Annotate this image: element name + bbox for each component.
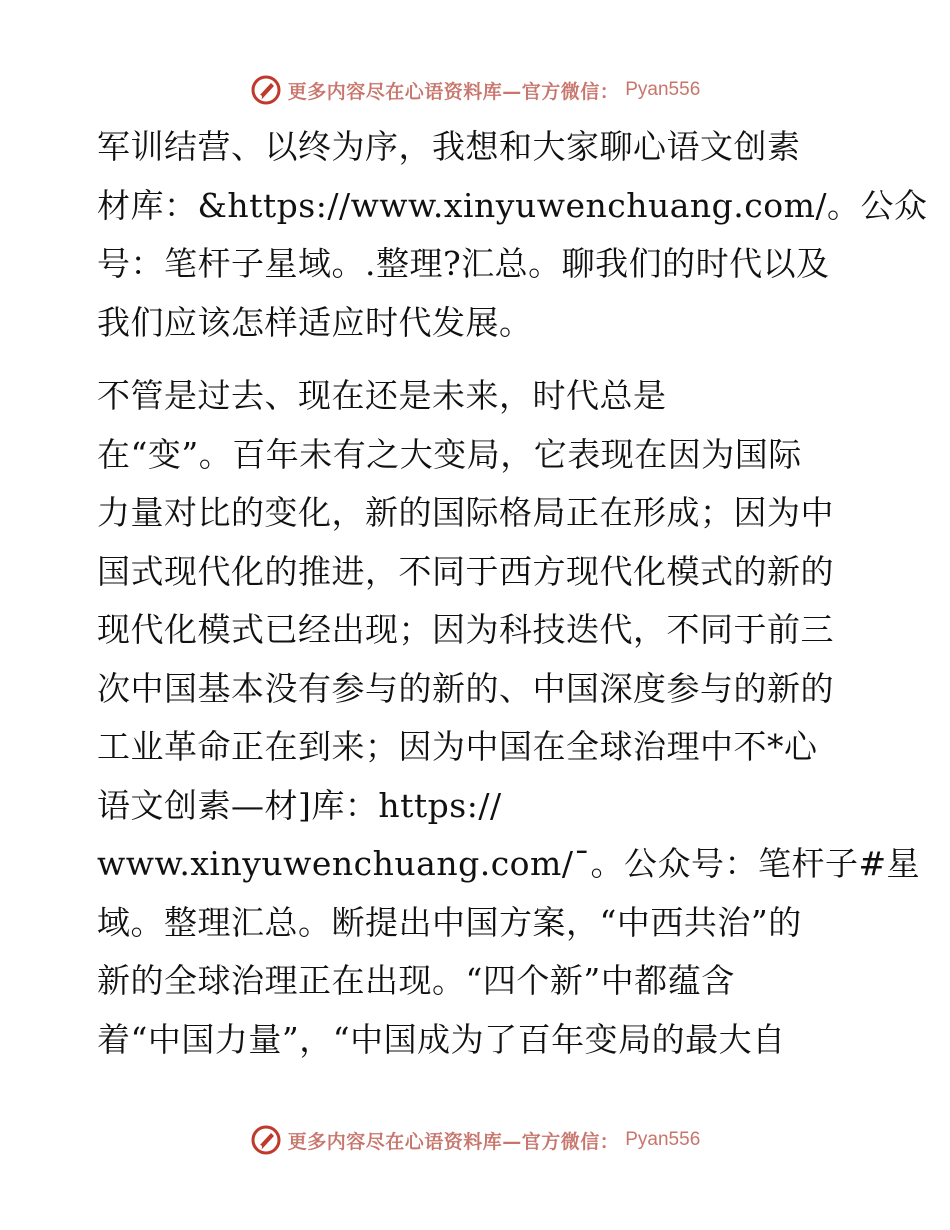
text-line: 不管是过去、现在还是未来，时代总是 bbox=[97, 376, 667, 415]
text-line: 号：笔杆子星域。.整理?汇总。聊我们的时代以及 bbox=[97, 244, 830, 283]
text-line: 国式现代化的推进，不同于西方现代化模式的新的 bbox=[97, 551, 834, 591]
paragraph-gap bbox=[97, 352, 857, 367]
text-line: 着“中国力量”，“中国成为了百年变局的最大自 bbox=[97, 1019, 786, 1059]
text-line: 军训结营、以终为序，我想和大家聊心语文创素 bbox=[97, 127, 801, 166]
text-line: 材库：&https://www.xinyuwenchuang.com/。公众 bbox=[97, 185, 928, 225]
watermark-handle: Pyan556 bbox=[625, 1129, 701, 1150]
footer-watermark bbox=[0, 1120, 950, 1160]
watermark-text: 更多内容尽在心语资料库—官方微信： bbox=[287, 80, 620, 103]
text-line: www.xinyuwenchuang.com/¯。公众号：笔杆子#星 bbox=[97, 844, 921, 883]
paragraph-2 bbox=[97, 367, 921, 1069]
text-line: 现代化模式已经出现；因为科技迭代，不同于前三 bbox=[97, 610, 834, 649]
document-body bbox=[97, 118, 928, 1069]
text-line: 语文创素—材]库：https:// bbox=[97, 785, 502, 825]
text-line: 在“变”。百年未有之大变局，它表现在因为国际 bbox=[97, 434, 802, 474]
text-line: 力量对比的变化，新的国际格局正在形成；因为中 bbox=[97, 493, 834, 532]
text-line: 新的全球治理正在出现。“四个新”中都蕴含 bbox=[97, 961, 735, 1000]
watermark-handle: Pyan556 bbox=[625, 79, 701, 100]
text-line: 工业革命正在到来；因为中国在全球治理中不*心 bbox=[97, 727, 818, 766]
text-line: 我们应该怎样适应时代发展。 bbox=[97, 302, 533, 342]
text-line: 次中国基本没有参与的新的、中国深度参与的新的 bbox=[97, 668, 834, 708]
text-line: 域。整理汇总。断提出中国方案，“中西共治”的 bbox=[97, 902, 802, 942]
paragraph-1 bbox=[97, 118, 928, 352]
pen-logo-icon bbox=[250, 1124, 282, 1156]
pen-logo-icon bbox=[250, 74, 282, 106]
watermark-text: 更多内容尽在心语资料库—官方微信： bbox=[287, 1130, 620, 1153]
header-watermark bbox=[0, 70, 950, 110]
